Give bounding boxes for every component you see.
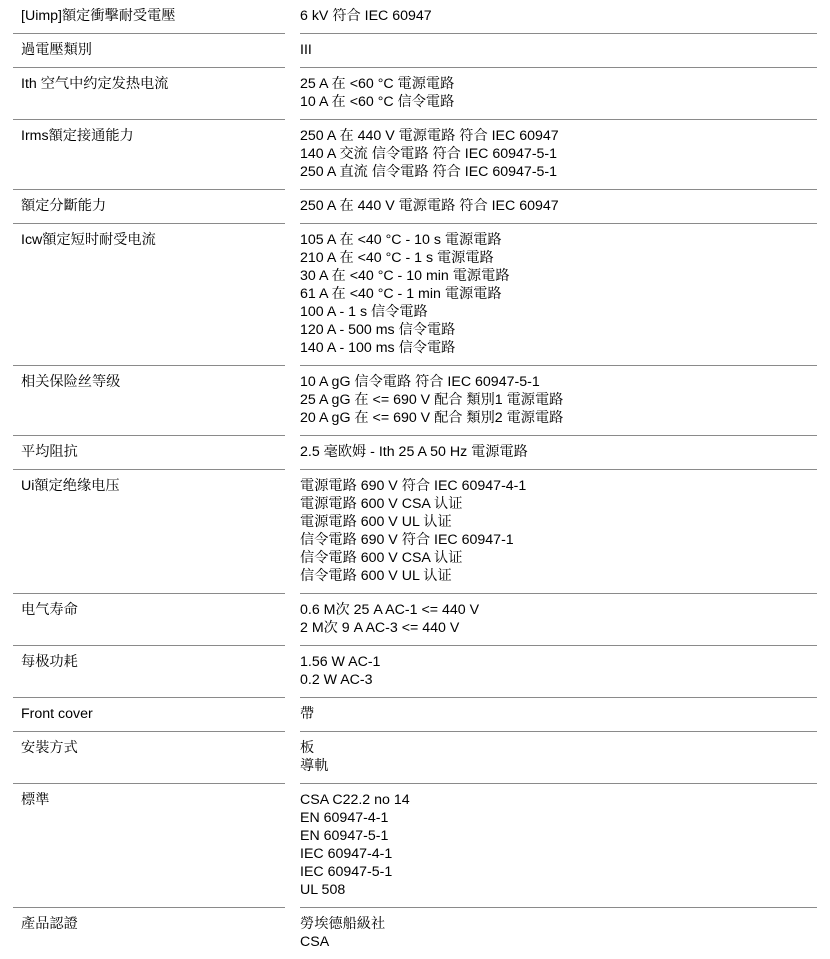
spec-label: Ith 空气中约定发热电流 [13,67,285,119]
spec-value-line: 6 kV 符合 IEC 60947 [300,8,432,24]
spec-value-line: 250 A 在 440 V 電源電路 符合 IEC 60947 [300,128,559,144]
spec-value-line: IEC 60947-4-1 [300,846,393,862]
spec-value-line: 導軌 [300,758,329,774]
spec-value-line: 20 A gG 在 <= 690 V 配合 類別2 電源電路 [300,410,564,426]
spec-value-line: 1.56 W AC-1 [300,654,381,670]
spec-values [300,593,817,645]
spec-values [300,189,817,223]
spec-values [300,67,817,119]
spec-label: 相关保险丝等级 [13,365,285,435]
spec-value-line: 電源電路 600 V CSA 认证 [300,496,463,512]
spec-value-line: 250 A 在 440 V 電源電路 符合 IEC 60947 [300,198,559,214]
spec-values [300,365,817,435]
spec-value-line: 信令電路 690 V 符合 IEC 60947-1 [300,532,514,548]
spec-value-line: 電源電路 690 V 符合 IEC 60947-4-1 [300,478,527,494]
spec-row [13,697,817,731]
spec-row [13,645,817,697]
spec-value-line: III [300,42,312,58]
spec-values [300,697,817,731]
spec-label: 標準 [13,783,285,907]
spec-value-line: IEC 60947-5-1 [300,864,393,880]
spec-value-line: 10 A gG 信令電路 符合 IEC 60947-5-1 [300,374,540,390]
spec-label: 每极功耗 [13,645,285,697]
spec-value-line: 105 A 在 <40 °C - 10 s 電源電路 [300,232,502,248]
spec-value-line: 210 A 在 <40 °C - 1 s 電源電路 [300,250,494,266]
spec-label: Icw額定短时耐受电流 [13,223,285,365]
spec-value-line: CSA [300,934,330,950]
spec-row [13,33,817,67]
spec-value-line: 100 A - 1 s 信令電路 [300,304,428,320]
spec-label: 產品認證 [13,907,285,959]
spec-value-line: 250 A 直流 信令電路 符合 IEC 60947-5-1 [300,164,558,180]
spec-value-line: 電源電路 600 V UL 认证 [300,514,452,530]
spec-values [300,33,817,67]
spec-value-line: EN 60947-4-1 [300,810,389,826]
spec-label: [Uimp]額定衝擊耐受電壓 [21,8,176,24]
spec-row [13,435,817,469]
spec-value-line: 2 M次 9 A AC-3 <= 440 V [300,620,460,636]
spec-value-line: UL 508 [300,882,346,898]
spec-value-line: 0.2 W AC-3 [300,672,373,688]
spec-label: 电气寿命 [13,593,285,645]
spec-value-line: 61 A 在 <40 °C - 1 min 電源電路 [300,286,502,302]
spec-label: 安裝方式 [13,731,285,783]
spec-label: Irms額定接通能力 [13,119,285,189]
spec-label: Front cover [13,697,285,731]
spec-values [300,645,817,697]
spec-label: 額定分斷能力 [13,189,285,223]
spec-row [13,0,817,33]
spec-value-line: 帶 [300,706,315,722]
spec-row [13,469,817,593]
spec-label: 過電壓類別 [13,33,285,67]
spec-row [13,593,817,645]
spec-row [13,907,817,959]
spec-value-line: 120 A - 500 ms 信令電路 [300,322,456,338]
spec-value-line: 2.5 毫欧姆 - Ith 25 A 50 Hz 電源電路 [300,444,528,460]
spec-row [13,189,817,223]
spec-value-line: 25 A gG 在 <= 690 V 配合 類別1 電源電路 [300,392,564,408]
spec-row [13,731,817,783]
spec-value-line: 信令電路 600 V UL 认证 [300,568,452,584]
spec-values [300,119,817,189]
spec-value-line: 140 A - 100 ms 信令電路 [300,340,456,356]
spec-row [13,223,817,365]
spec-values [300,907,817,959]
spec-row [13,119,817,189]
spec-values [300,469,817,593]
spec-values [300,435,817,469]
spec-values [300,223,817,365]
spec-value-line: 140 A 交流 信令電路 符合 IEC 60947-5-1 [300,146,558,162]
spec-values [300,731,817,783]
spec-value-line: 25 A 在 <60 °C 電源電路 [300,76,455,92]
spec-label: 平均阻抗 [13,435,285,469]
spec-values [300,0,817,33]
spec-value-line: CSA C22.2 no 14 [300,792,410,808]
spec-row [13,365,817,435]
spec-value-line: 30 A 在 <40 °C - 10 min 電源電路 [300,268,510,284]
spec-table [13,0,817,959]
spec-value-line: 板 [300,740,315,756]
spec-row [13,67,817,119]
spec-row [13,783,817,907]
spec-value-line: 勞埃德船級社 [300,916,386,932]
spec-label: Ui額定绝缘电压 [13,469,285,593]
spec-value-line: 信令電路 600 V CSA 认证 [300,550,463,566]
spec-value-line: EN 60947-5-1 [300,828,389,844]
spec-values [300,783,817,907]
spec-value-line: 0.6 M次 25 A AC-1 <= 440 V [300,602,480,618]
spec-value-line: 10 A 在 <60 °C 信令電路 [300,94,455,110]
